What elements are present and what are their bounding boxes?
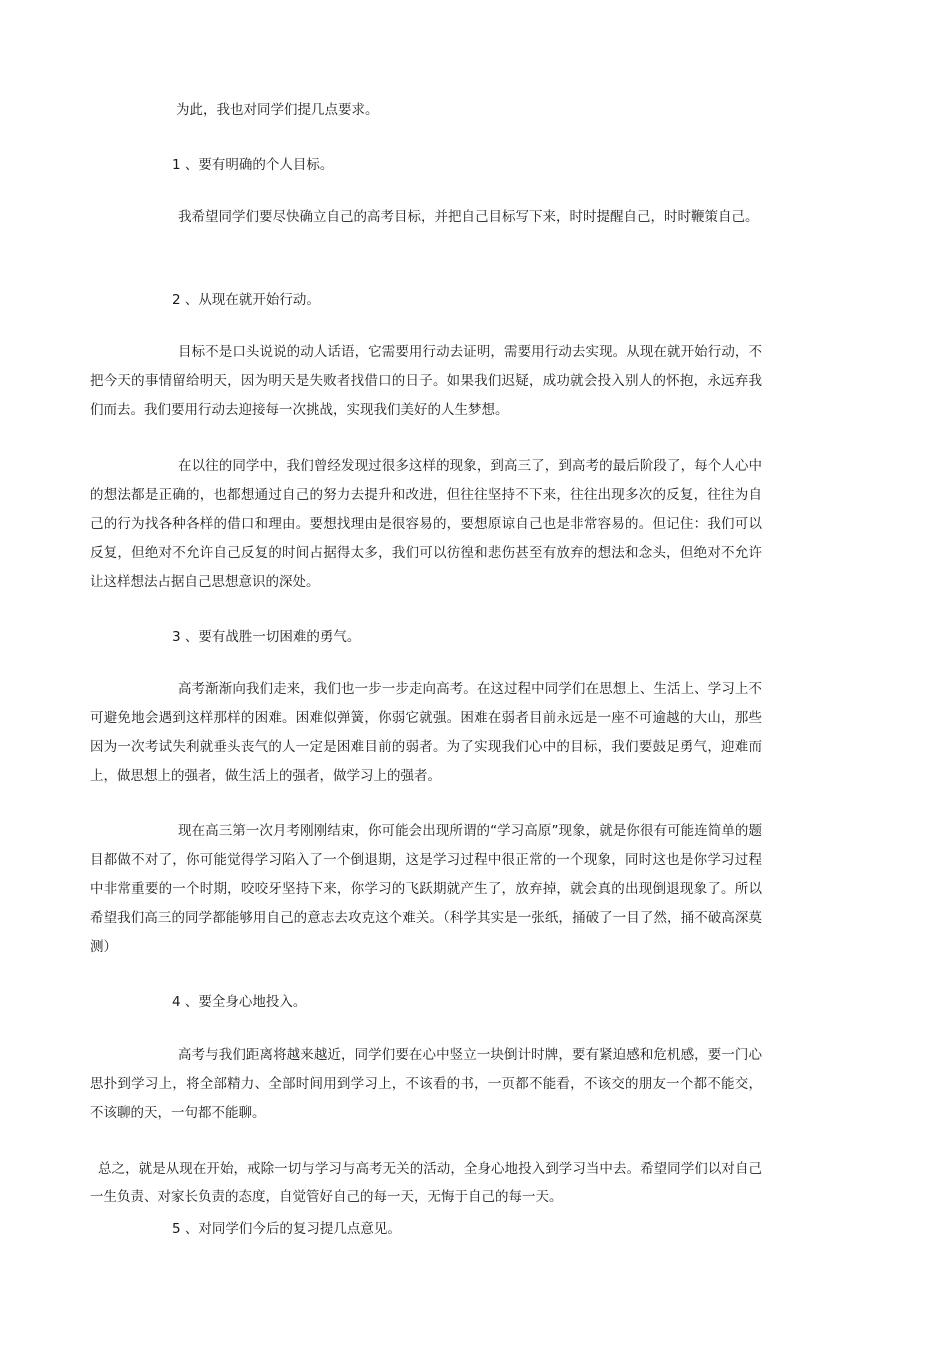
paragraph-goal: 我希望同学们要尽快确立自己的高考目标，并把自己目标写下来，时时提醒自己，时时鞭策自己。 xyxy=(178,209,759,225)
paragraph-summary: 总之，就是从现在开始，戒除一切与学习与高考无关的活动，全身心地投入到学习当中去。希望同学们以对自己一生负责、对家长负责的态度，自觉管好自己的每一天，无悔于自己的每一天。 xyxy=(90,1161,762,1205)
section-heading-5: 5 、对同学们今后的复习提几点意见。 xyxy=(172,1221,401,1237)
paragraph-past-students: 在以往的同学中，我们曾经发现过很多这样的现象，到高三了，到高考的最后阶段了，每个人心中的想法都是正确的，也都想通过自己的努力去提升和改进，但往往坚持不下来，往往出现多次的反复，往往为自己的行为找各种各样的借口和理由。要想找理由是很容易的，要想原谅自己也是非常容易的。但记住：我们可以反复，但绝对不允许自己反复的时间占据得太多，我们可以彷徨和悲伤甚至有放弃的想法和念头，但绝对不允许让这样想法占据自己思想意识的深处。 xyxy=(90,458,762,590)
section-heading-2: 2 、从现在就开始行动。 xyxy=(172,292,320,308)
section-heading-4: 4 、要全身心地投入。 xyxy=(172,994,307,1010)
paragraph-action: 目标不是口头说说的动人话语，它需要用行动去证明，需要用行动去实现。从现在就开始行动，不把今天的事情留给明天，因为明天是失败者找借口的日子。如果我们迟疑，成功就会投入别人的怀抱，永远弃我们而去。我们要用行动去迎接每一次挑战，实现我们美好的人生梦想。 xyxy=(90,344,762,418)
paragraph-commitment: 高考与我们距离将越来越近，同学们要在心中竖立一块倒计时牌，要有紧迫感和危机感，要一门心思扑到学习上，将全部精力、全部时间用到学习上，不该看的书，一页都不能看，不该交的朋友一个都不能交，不该聊的天，一句都不能聊。 xyxy=(90,1047,762,1121)
paragraph-courage: 高考渐渐向我们走来，我们也一步一步走向高考。在这过程中同学们在思想上、生活上、学习上不可避免地会遇到这样那样的困难。困难似弹簧，你弱它就强。困难在弱者目前永远是一座不可逾越的大山，那些因为一次考试失利就垂头丧气的人一定是困难目前的弱者。为了实现我们心中的目标，我们要鼓足勇气，迎难而上，做思想上的强者，做生活上的强者，做学习上的强者。 xyxy=(90,681,762,784)
paragraph-plateau: 现在高三第一次月考刚刚结束，你可能会出现所谓的“学习高原”现象，就是你很有可能连简单的题目都做不对了，你可能觉得学习陷入了一个倒退期，这是学习过程中很正常的一个现象，同时这也是你学习过程中非常重要的一个时期，咬咬牙坚持下来，你学习的飞跃期就产生了，放弃掉，就会真的出现倒退现象了。所以希望我们高三的同学都能够用自己的意志去攻克这个难关。（科学其实是一张纸，捅破了一目了然，捅不破高深莫测） xyxy=(90,823,762,955)
section-heading-3: 3 、要有战胜一切困难的勇气。 xyxy=(172,629,361,645)
intro-line: 为此，我也对同学们提几点要求。 xyxy=(176,102,379,118)
section-heading-1: 1 、要有明确的个人目标。 xyxy=(172,157,334,173)
